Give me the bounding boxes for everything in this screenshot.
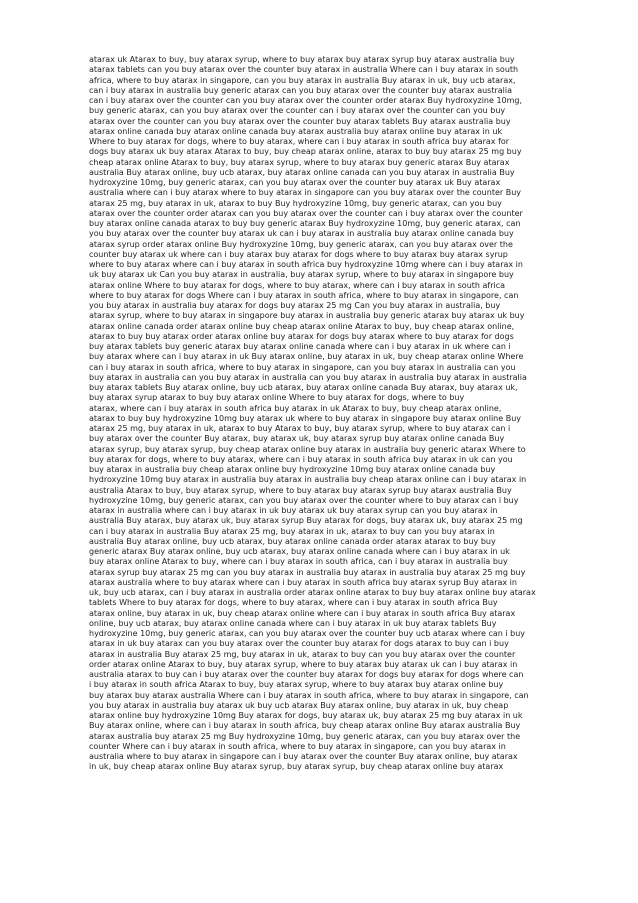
text-line: you buy atarax in australia buy atarax uk buy ucb atarax Buy atarax online, buy atarax in uk, buy cheap [89,700,509,710]
text-line: atarax 25 mg, buy atarax in uk, atarax to buy Atarax to buy, buy atarax syrup, where to buy atarax can i [89,424,511,433]
text-line: atarax in australia Buy atarax 25 mg, buy atarax in uk, atarax to buy can you buy atarax over the counter [89,649,516,659]
text-line: atarax online buy hydroxyzine 10mg Buy atarax for dogs, buy atarax uk, buy atarax 25 mg buy atarax in uk [89,711,523,720]
text-line: can i buy atarax in south africa, where to buy atarax in singapore, can you buy atarax in australia can you [89,362,516,372]
text-line: atarax to buy buy hydroxyzine 10mg buy atarax uk where to buy atarax in singapore buy atarax online Buy [89,413,522,423]
text-line: atarax online canada order atarax online buy cheap atarax online Atarax to buy, buy cheap atarax online, [89,321,515,331]
text-line: atarax uk Atarax to buy, buy atarax syrup, where to buy atarax buy atarax syrup buy atarax australia buy [89,55,515,64]
text-line: where to buy atarax where can i buy atarax in south africa buy hydroxyzine 10mg where can i buy atarax in [89,260,523,269]
text-line: can i buy atarax in australia buy generic atarax can you buy atarax over the counter buy atarax australia [89,85,513,95]
text-line: buy atarax buy atarax australia Where can i buy atarax in south africa, where to buy atarax in singapore, can [89,690,529,700]
text-line: buy atarax online Atarax to buy, where can i buy atarax in south africa, can i buy atarax in australia buy [89,557,508,567]
text-line: australia atarax to buy can i buy atarax over the counter buy atarax for dogs buy atarax for dogs where can [89,670,524,679]
text-line: buy atarax in australia can you buy atarax in australia can you buy atarax in australia buy atarax in australia [89,372,527,382]
text-line: buy generic atarax, can you buy atarax over the counter can i buy atarax over the counter can you buy [89,106,506,116]
text-line: atarax, where can i buy atarax in south africa buy atarax in uk Atarax to buy, buy cheap atarax online, [89,403,502,413]
text-line: hydroxyzine 10mg, buy generic atarax, can you buy atarax over the counter buy ucb atarax where can i buy [89,629,526,638]
text-line: uk, buy ucb atarax, can i buy atarax in australia order atarax online atarax to buy buy atarax online buy atarax [89,588,536,597]
text-line: australia Buy atarax online, buy ucb atarax, buy atarax online canada order atarax atarax to buy buy [89,536,496,546]
text-line: atarax in australia where can i buy atarax in uk buy atarax uk buy atarax syrup can you buy atarax in [89,506,498,515]
text-line: counter Where can i buy atarax in south africa, where to buy atarax in singapore, can you buy atarax in [89,741,506,751]
text-line: hydroxyzine 10mg, buy generic atarax, can you buy atarax over the counter where to buy atarax can i buy [89,495,519,505]
text-line: buy atarax in australia buy cheap atarax online buy hydroxyzine 10mg buy atarax online canada buy [89,465,496,474]
text-line: uk buy atarax uk Can you buy atarax in australia, buy atarax syrup, where to buy atarax in singapore buy [89,270,514,280]
text-line: atarax 25 mg, buy atarax in uk, atarax to buy Buy hydroxyzine 10mg, buy generic atarax, can you buy [89,198,502,208]
text-line: buy atarax online canada atarax to buy buy generic atarax Buy hydroxyzine 10mg, buy generic atarax, can [89,219,521,228]
text-line: buy atarax where can i buy atarax in uk Buy atarax online, buy atarax in uk, buy cheap atarax online Where [89,352,524,362]
text-line: australia where can i buy atarax where to buy atarax in singapore can you buy atarax over the counter Buy [89,188,522,198]
text-line: counter buy atarax uk where can i buy atarax buy atarax for dogs where to buy atarax buy atarax syrup [89,249,508,259]
text-line: atarax syrup, buy atarax syrup, buy cheap atarax online buy atarax in australia buy generic atarax Where to [89,444,526,454]
text-line: atarax in uk buy atarax can you buy atarax over the counter buy atarax for dogs atarax to buy can i buy [89,639,509,649]
text-line: atarax tablets can you buy atarax over the counter buy atarax in australia Where can i buy atarax in south [89,65,519,75]
text-line: can i buy atarax over the counter can you buy atarax over the counter order atarax Buy hydroxyzine 10mg, [89,96,523,105]
text-line: you buy atarax over the counter buy atarax uk can i buy atarax in australia buy atarax online canada buy [89,229,514,239]
text-line: buy atarax for dogs, where to buy atarax, where can i buy atarax in south africa buy atarax in uk can you [89,454,513,464]
text-line: can i buy atarax in australia Buy atarax 25 mg, buy atarax in uk, atarax to buy can you buy atarax in [89,526,495,536]
text-line: buy atarax tablets Buy atarax online, buy ucb atarax, buy atarax online canada Buy atarax, buy atarax uk, [89,383,518,392]
text-line: online, buy ucb atarax, buy atarax online canada where can i buy atarax in uk buy atarax tablets Buy [89,618,497,628]
text-line: Buy atarax online, where can i buy atarax in south africa, buy cheap atarax online Buy atarax australia Buy [89,721,521,731]
text-line: australia where to buy atarax in singapore can i buy atarax over the counter Buy atarax online, buy atarax [89,752,518,761]
text-line: atarax online Where to buy atarax for dogs, where to buy atarax, where can i buy atarax in south africa [89,280,506,290]
text-line: i buy atarax in south africa Atarax to buy, buy atarax syrup, where to buy atarax buy atarax online buy [89,680,504,690]
text-line: atarax over the counter order atarax can you buy atarax over the counter can i buy atarax over the counter [89,208,523,218]
text-line: atarax syrup buy atarax 25 mg can you buy atarax in australia buy atarax in australia buy atarax 25 mg buy [89,567,526,577]
text-line: cheap atarax online Atarax to buy, buy atarax syrup, where to buy atarax buy generic atarax Buy atarax [89,157,510,167]
text-line: tablets Where to buy atarax for dogs, where to buy atarax, where can i buy atarax in south africa Buy [89,598,498,608]
text-line: in uk, buy cheap atarax online Buy atarax syrup, buy atarax syrup, buy cheap atarax online buy atarax [89,762,504,772]
text-line: buy atarax syrup atarax to buy buy atarax online Where to buy atarax for dogs, where to buy [89,393,465,403]
text-line: australia Buy atarax online, buy ucb atarax, buy atarax online canada can you buy atarax in australia Buy [89,167,515,177]
text-line: Where to buy atarax for dogs, where to buy atarax, where can i buy atarax in south africa buy atarax for [89,137,510,146]
text-line: generic atarax Buy atarax online, buy ucb atarax, buy atarax online canada where can i buy atarax in uk [89,547,510,556]
text-line: buy atarax tablets buy generic atarax buy atarax online canada where can i buy atarax in uk where can i [89,342,511,351]
text-line: atarax over the counter can you buy atarax over the counter buy atarax tablets Buy atarax australia buy [89,116,511,126]
text-line: atarax syrup order atarax online Buy hydroxyzine 10mg, buy generic atarax, can you buy atarax over the [89,239,513,249]
text-line: order atarax online Atarax to buy, buy atarax syrup, where to buy atarax buy atarax uk can i buy atarax in [89,659,518,669]
text-line: australia Atarax to buy, buy atarax syrup, where to buy atarax buy atarax syrup buy atarax australia Buy [89,485,512,495]
text-line: where to buy atarax for dogs Where can i buy atarax in south africa, where to buy atarax in singapore, can [89,290,519,300]
text-line: hydroxyzine 10mg, buy generic atarax, can you buy atarax over the counter buy atarax uk Buy atarax [89,178,501,187]
text-line: atarax online canada buy atarax online canada buy atarax australia buy atarax online buy atarax in uk [89,126,503,136]
text-line: buy atarax over the counter Buy atarax, buy atarax uk, buy atarax syrup buy atarax online canada Buy [89,434,505,444]
text-line: atarax australia where to buy atarax where can i buy atarax in south africa buy atarax syrup Buy atarax in [89,577,517,587]
text-line: atarax syrup, where to buy atarax in singapore buy atarax in australia buy generic atarax buy atarax uk buy [89,311,525,321]
text-line: africa, where to buy atarax in singapore, can you buy atarax in australia Buy atarax in uk, buy ucb atarax, [89,75,516,85]
text-line: australia Buy atarax, buy atarax uk, buy atarax syrup Buy atarax for dogs, buy atarax uk, buy atarax 25 mg [89,516,523,526]
text-line: atarax to buy buy atarax order atarax online buy atarax for dogs buy atarax where to buy atarax for dogs [89,331,514,341]
text-line: atarax australia buy atarax 25 mg Buy hydroxyzine 10mg, buy generic atarax, can you buy atarax over the [89,731,521,741]
text-line: atarax online, buy atarax in uk, buy cheap atarax online where can i buy atarax in south africa Buy atarax [89,608,516,618]
text-line: hydroxyzine 10mg buy atarax in australia buy atarax in australia buy cheap atarax online can i buy atarax in [89,475,527,485]
text-line: dogs buy atarax uk buy atarax Atarax to buy, buy cheap atarax online, atarax to buy buy atarax 25 mg buy [89,147,522,157]
document-page [89,55,593,773]
text-line: you buy atarax in australia buy atarax for dogs buy atarax 25 mg Can you buy atarax in australia, buy [89,301,501,310]
